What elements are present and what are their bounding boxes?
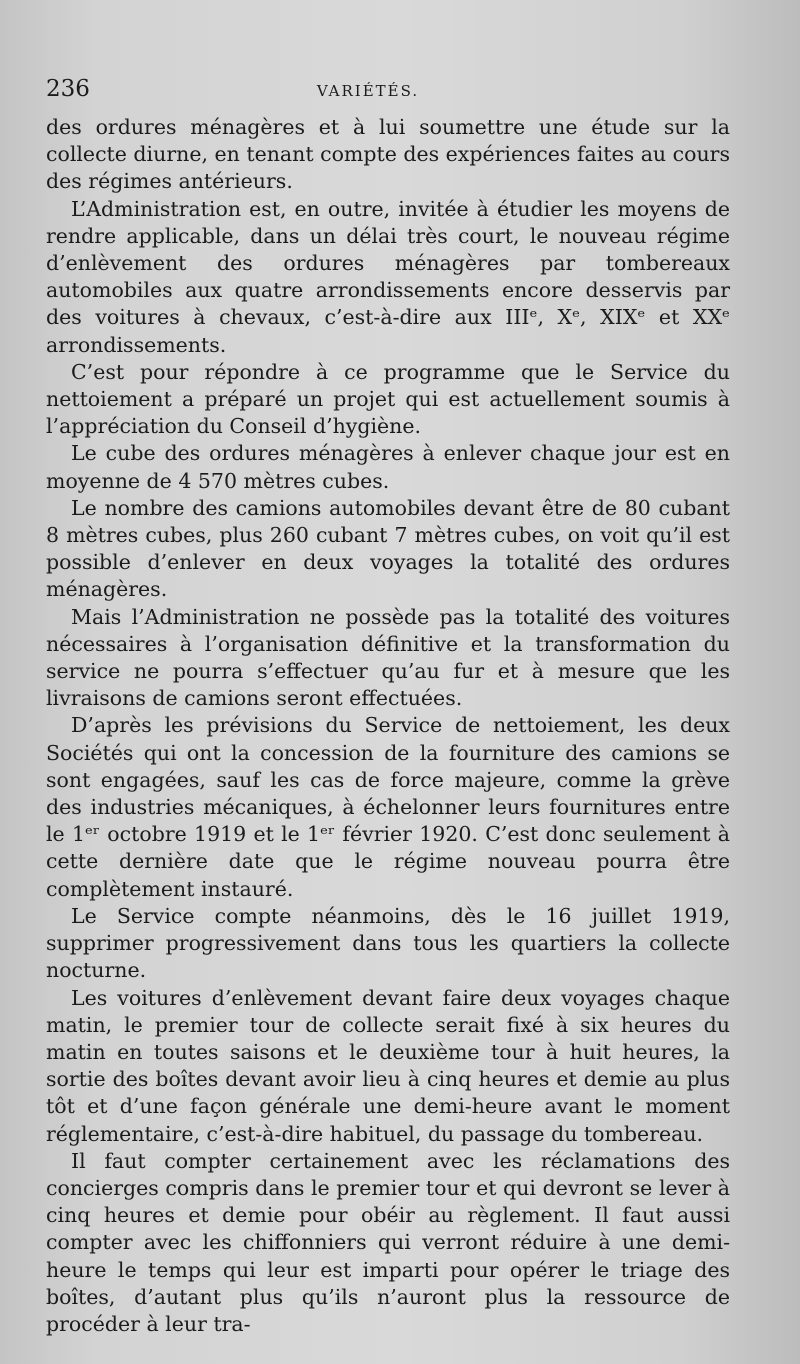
paragraph: D’après les prévisions du Service de nettoiement, les deux Sociétés qui ont la concession de la fourniture des camions se sont engagées, sauf les cas de force majeure, comme la grève des industries mécaniques, à échelonner leurs fournitures entre le 1ᵉʳ octobre 1919 et le 1ᵉʳ février 1920. C’est donc seulement à cette dernière date que le régime nouveau pourra être complètement instauré. <box>46 713 730 901</box>
paragraph: L’Administration est, en outre, invitée à étudier les moyens de rendre applicable, dans un délai très court, le nouveau régime d’enlèvement des ordures ménagères par tombereaux automobiles aux quatre arrondissements encore desservis par des voitures à chevaux, c’est-à-dire aux IIIᵉ, Xᵉ, XIXᵉ et XXᵉ arrondissements. <box>46 196 730 357</box>
paragraph: Il faut compter certainement avec les réclamations des concierges compris dans le premier tour et qui devront se lever à cinq heures et demie pour obéir au règlement. Il faut aussi compter avec les chiffonniers qui verront réduire à une demi-heure le temps qui leur est imparti pour opérer le triage des boîtes, d’autant plus qu’ils n’auront plus la ressource de procéder à leur tra- <box>46 1148 730 1336</box>
paragraph: Le cube des ordures ménagères à enlever chaque jour est en moyenne de 4 570 mètres cubes. <box>46 441 730 493</box>
running-head <box>46 76 730 106</box>
paragraph: Les voitures d’enlèvement devant faire deux voyages chaque matin, le premier tour de collecte serait fixé à six heures du matin en toutes saisons et le deuxième tour à huit heures, la sortie des boîtes devant avoir lieu à cinq heures et demie au plus tôt et d’une façon générale une demi-heure avant le moment réglementaire, c’est-à-dire habituel, du passage du tombereau. <box>46 985 730 1146</box>
paragraph: Le nombre des camions automobiles devant être de 80 cubant 8 mètres cubes, plus 260 cubant 7 mètres cubes, on voit qu’il est possible d’enlever en deux voyages la totalité des ordures ménagères. <box>46 495 730 602</box>
paragraph: des ordures ménagères et à lui soumettre une étude sur la collecte diurne, en tenant compte des expériences faites au cours des régimes antérieurs. <box>46 115 730 194</box>
body-text <box>46 114 730 1338</box>
running-title: VARIÉTÉS. <box>316 82 420 100</box>
paragraph: C’est pour répondre à ce programme que le Service du nettoiement a préparé un projet qui est actuellement soumis à l’appréciation du Conseil d’hygiène. <box>46 359 730 439</box>
page-number: 236 <box>46 76 90 102</box>
paragraph: Mais l’Administration ne possède pas la totalité des voitures nécessaires à l’organisation définitive et la transformation du service ne pourra s’effectuer qu’au fur et à mesure que les livraisons de camions seront effectuées. <box>46 604 730 711</box>
paragraph: Le Service compte néanmoins, dès le 16 juillet 1919, supprimer progressivement dans tous les quartiers la collecte nocturne. <box>46 903 730 983</box>
